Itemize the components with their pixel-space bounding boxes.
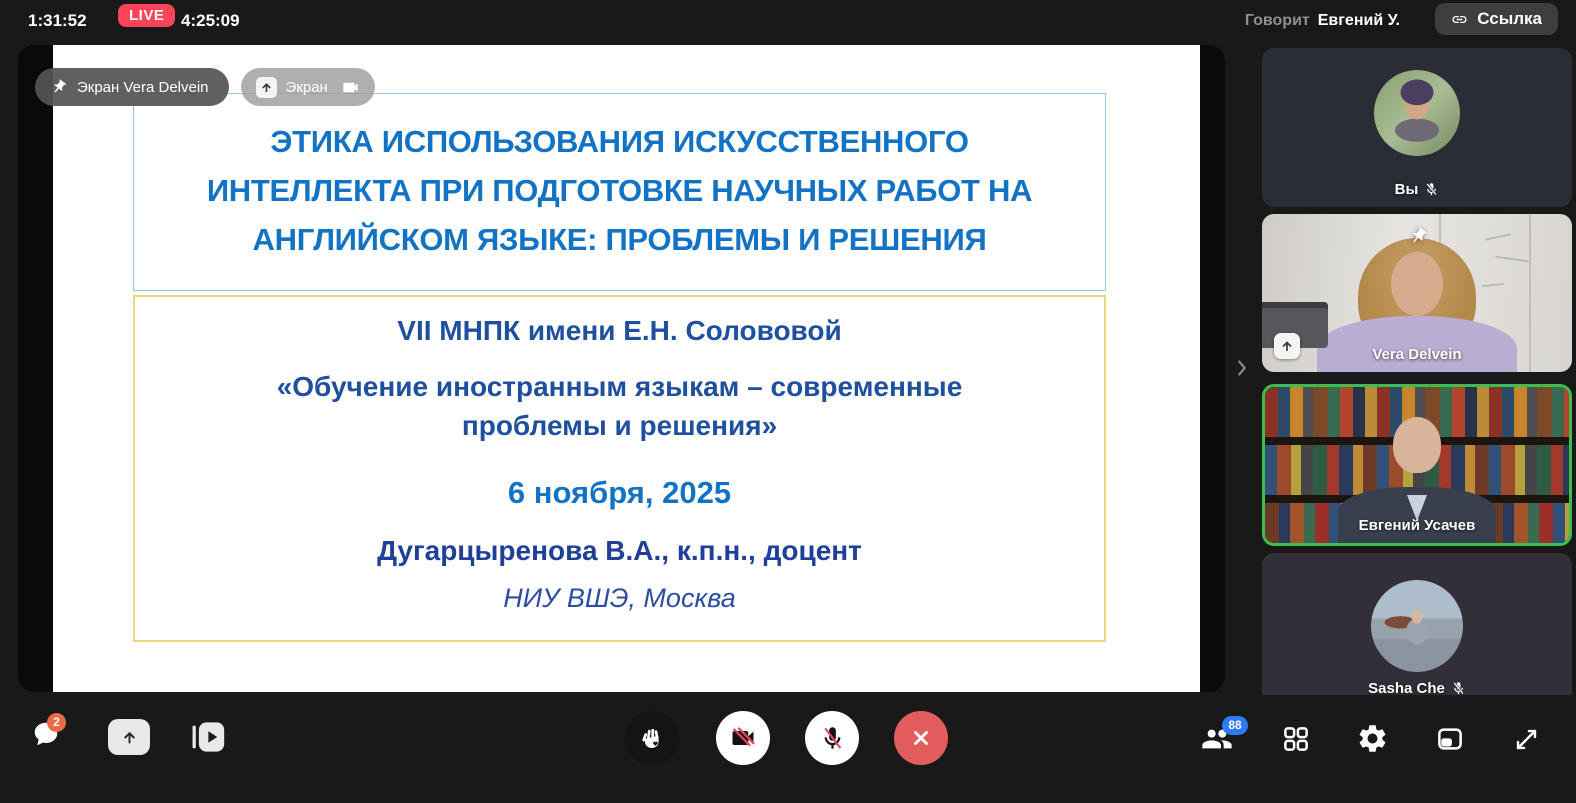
raise-hand-icon (639, 725, 666, 752)
settings-button[interactable] (1356, 722, 1389, 755)
active-speaker-indicator (1245, 12, 1400, 30)
participants-count-badge: 88 (1222, 716, 1248, 735)
conference-subtitle (135, 367, 1104, 445)
conference-subtitle-line: «Обучение иностранным языкам – современные (276, 371, 963, 402)
share-pills (35, 68, 375, 106)
whiteboard-scribble (1485, 233, 1511, 240)
mic-muted-icon (1424, 182, 1439, 197)
link-button-label: Ссылка (1477, 9, 1542, 28)
pinned-screen-pill[interactable] (35, 68, 229, 106)
top-bar (0, 0, 1576, 44)
collapse-panel-icon[interactable] (1231, 354, 1253, 382)
pinned-screen-pill-label: Экран Vera Delvein (77, 78, 209, 96)
raise-hand-button[interactable] (625, 711, 679, 765)
participant-name: Vera Delvein (1372, 346, 1462, 363)
screen-share-button[interactable] (108, 719, 150, 755)
slide-title-line: АНГЛИЙСКОМ ЯЗЫКЕ: ПРОБЛЕМЫ И РЕШЕНИЯ (252, 222, 987, 257)
upload-icon (256, 77, 277, 98)
participant-tile-you[interactable] (1262, 48, 1572, 207)
media-share-button[interactable] (190, 719, 228, 755)
camera-off-icon (729, 724, 757, 752)
link-icon (1451, 11, 1468, 28)
chat-unread-badge: 2 (47, 713, 66, 732)
fullscreen-icon (1512, 725, 1541, 754)
slide-title-line: ЭТИКА ИСПОЛЬЗОВАНИЯ ИСКУССТВЕННОГО (270, 124, 969, 159)
layout-grid-icon (1281, 724, 1311, 754)
participants-button[interactable] (1198, 718, 1242, 755)
settings-icon (1356, 722, 1389, 755)
elapsed-time: 1:31:52 (28, 11, 87, 30)
slide-affiliation: НИУ ВШЭ, Москва (503, 583, 736, 613)
participant-video-figure (1393, 417, 1441, 473)
mic-toggle-button[interactable] (805, 711, 859, 765)
speaking-name: Евгений У. (1317, 12, 1400, 29)
screen-share-stage (18, 45, 1225, 692)
media-share-icon (190, 719, 228, 755)
screen-share-icon (121, 729, 138, 746)
participant-name: Евгений Усачев (1358, 517, 1476, 534)
conference-subtitle-line: проблемы и решения» (461, 410, 778, 441)
slide-title-line: ИНТЕЛЛЕКТА ПРИ ПОДГОТОВКЕ НАУЧНЫХ РАБОТ НА (206, 173, 1033, 208)
avatar (1371, 580, 1463, 672)
participant-tile-vera[interactable] (1262, 214, 1572, 372)
camera-toggle-button[interactable] (716, 711, 770, 765)
fullscreen-button[interactable] (1512, 725, 1541, 754)
participant-name: Вы (1394, 181, 1419, 198)
whiteboard-scribble (1482, 283, 1504, 287)
slide-title-box (133, 93, 1106, 291)
participant-tile-sasha[interactable] (1262, 553, 1572, 695)
conference-title: VII МНПК имени Е.Н. Солововой (397, 315, 842, 346)
chat-button[interactable] (30, 715, 62, 749)
speaking-label: Говорит (1244, 12, 1310, 29)
shared-slide (53, 45, 1200, 692)
live-duration: 4:25:09 (181, 11, 240, 30)
pin-icon (48, 76, 70, 98)
control-bar (0, 693, 1576, 803)
slide-author: Дугарцыренова В.А., к.п.н., доцент (377, 535, 862, 566)
screen-pill[interactable] (241, 68, 375, 106)
whiteboard-scribble (1495, 256, 1529, 263)
slide-body-box (133, 295, 1106, 642)
participant-tile-evgeniy[interactable] (1262, 384, 1572, 546)
participant-video-figure (1391, 252, 1443, 316)
live-badge: LIVE (118, 4, 175, 27)
pip-icon (1434, 724, 1466, 754)
pip-button[interactable] (1434, 724, 1466, 754)
camera-icon (341, 78, 360, 97)
participant-name: Sasha Che (1368, 680, 1445, 695)
avatar (1374, 70, 1460, 156)
copy-link-button[interactable] (1435, 3, 1558, 35)
screen-pill-label: Экран (285, 78, 328, 96)
slide-date: 6 ноября, 2025 (507, 475, 732, 510)
layout-grid-button[interactable] (1281, 724, 1311, 754)
leave-call-button[interactable] (894, 711, 948, 765)
participant-video-figure (1317, 316, 1517, 372)
participants-panel (1262, 48, 1572, 695)
mic-off-icon (819, 725, 846, 752)
leave-call-icon (909, 726, 933, 750)
